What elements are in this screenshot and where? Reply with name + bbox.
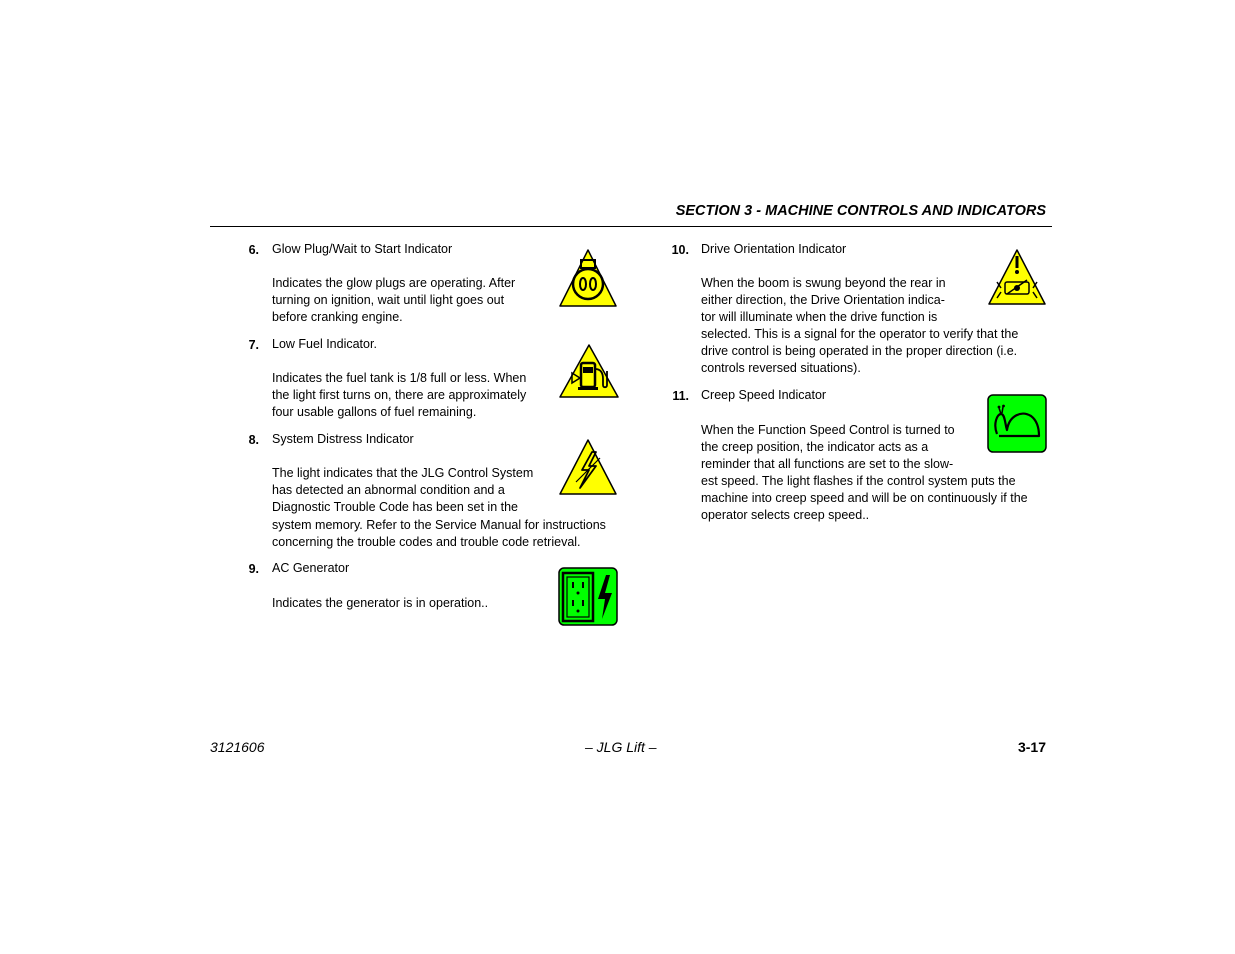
item-body: When the Function Speed Control is turned to the creep position, the indicator acts as a reminder that all functions are set to the slow- <box>701 423 955 472</box>
item-title: Drive Orientation Indicator <box>701 242 847 256</box>
item-number: 6. <box>248 243 259 257</box>
document-number: 3121606 <box>210 739 265 755</box>
glow-plug-icon <box>558 248 618 308</box>
page-number: 3-17 <box>1017 739 1046 755</box>
footer-center-text: – JLG Lift – <box>585 739 657 755</box>
item-number: 8. <box>248 433 259 447</box>
item-title: AC Generator <box>272 561 350 575</box>
item-body: When the boom is swung beyond the rear in either direction, the Drive Orientation indica- tor will illuminate when the drive function is <box>701 276 946 325</box>
system-distress-icon <box>558 438 618 496</box>
item-body-continued: system memory. Refer to the Service Manual for instructions concerning the trouble codes and trouble code retrieval. <box>272 518 606 550</box>
item-body: Indicates the generator is in operation.. <box>272 596 489 610</box>
item-number: 7. <box>248 338 259 352</box>
item-body-continued: selected. This is a signal for the operator to verify that the drive control is being operated in the proper direction (i.e. controls reversed situations). <box>701 327 1019 376</box>
item-number: 9. <box>248 562 259 576</box>
item-number: 10. <box>671 243 689 257</box>
drive-orientation-icon <box>987 248 1047 306</box>
item-title: Creep Speed Indicator <box>701 388 827 402</box>
item-title: Low Fuel Indicator. <box>272 337 377 351</box>
item-body: Indicates the fuel tank is 1/8 full or less. When the light first turns on, there are approximately four usable gallons of fuel remaining. <box>272 371 527 420</box>
item-number: 11. <box>672 389 689 403</box>
section-title: SECTION 3 - MACHINE CONTROLS AND INDICATORS <box>675 203 1046 219</box>
item-body-continued: est speed. The light flashes if the control system puts the machine into creep speed and will be on continuously if the operator selects creep speed.. <box>701 474 1028 523</box>
item-body: The light indicates that the JLG Control System has detected an abnormal condition and a Diagnostic Trouble Code has been set in the <box>272 466 534 515</box>
item-title: Glow Plug/Wait to Start Indicator <box>272 242 453 256</box>
snail-icon <box>987 394 1047 453</box>
header-divider <box>210 226 1052 227</box>
item-body: Indicates the glow plugs are operating. After turning on ignition, wait until light goes out before cranking engine. <box>272 276 516 325</box>
ac-outlet-icon <box>558 567 618 626</box>
item-title: System Distress Indicator <box>272 432 414 446</box>
fuel-pump-icon <box>558 343 620 399</box>
